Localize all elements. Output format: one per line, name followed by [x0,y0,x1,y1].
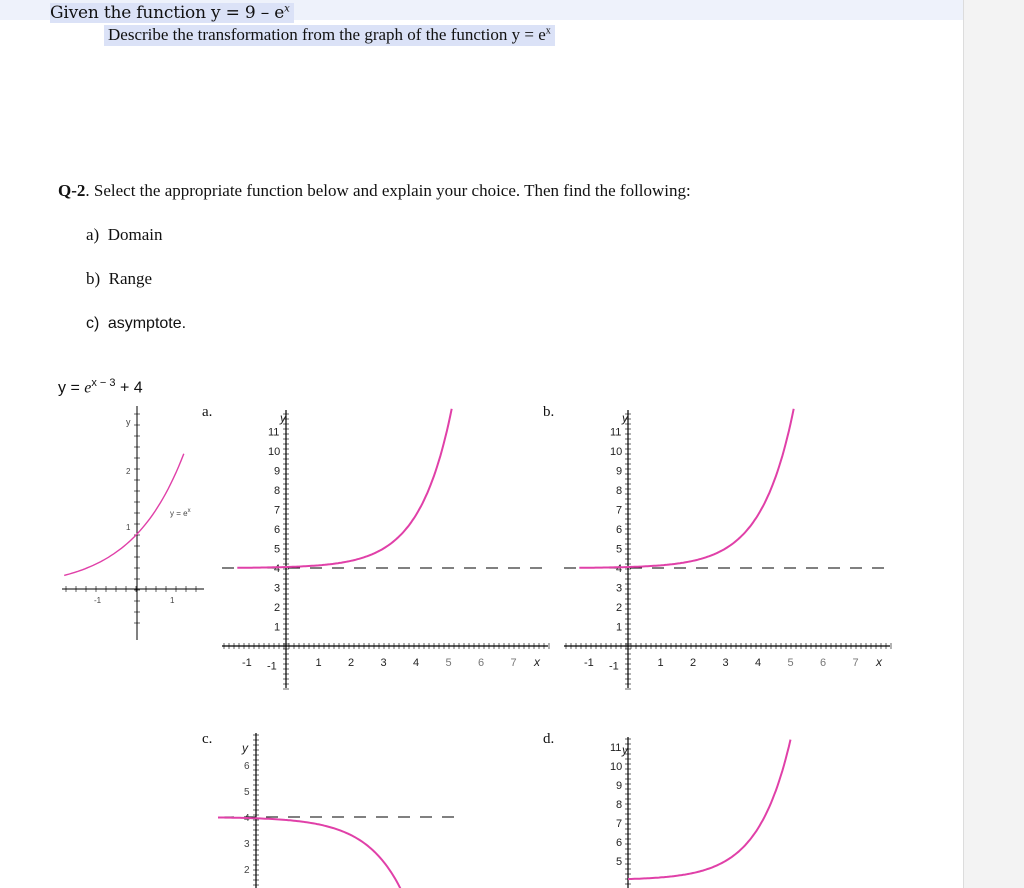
x-tick-label: 5 [787,657,794,669]
y-tick-label: 11 [610,426,622,439]
x-tick-label: -1 [584,657,594,669]
x-tick-label: 1 [657,657,664,669]
given-function-line [50,3,294,23]
eq-base: e [84,379,92,397]
item-domain [86,225,163,245]
option-b-label: b. [543,404,555,420]
ref-ylabel: y [126,417,131,427]
x-tick-label: 6 [478,657,485,669]
question-2 [58,181,691,201]
item-label: asymptote. [107,315,187,332]
y-tick-label: 2 [274,602,281,614]
y-tick-label: 2 [244,865,250,876]
x-tick-label: 4 [755,657,762,669]
ref-tick-2: 2 [126,467,131,476]
y-tick-label: -1 [609,660,619,673]
y-tick-label: 2 [616,602,623,614]
item-marker: a) [86,225,100,244]
item-marker: c) [86,315,100,332]
describe-text: Describe the transformation from the graph of the function y = e [108,25,546,44]
y-tick-label: 4 [244,813,250,824]
x-tick-label: 5 [445,657,452,669]
x-tick-label: 2 [348,657,355,669]
item-label: Range [108,269,153,288]
option-c-label: c. [202,731,213,747]
x-axis-label: x [534,655,540,669]
x-tick-label: 4 [413,657,420,669]
x-tick-label: 6 [820,657,827,669]
y-tick-label: 4 [616,563,623,575]
option-a-label: a. [202,404,213,420]
y-tick-label: 3 [274,582,281,595]
question-number: Q-2 [58,181,86,200]
ref-curve-label: $y = e^x$ [170,508,191,518]
ref-tick-1: 1 [126,523,131,532]
y-tick-label: 5 [274,543,281,556]
x-tick-label: 1 [315,657,322,669]
y-axis-label: y [622,743,628,757]
y-tick-label: 5 [616,856,623,868]
y-tick-label: 6 [616,837,623,849]
given-text: Given the function y = 9 – e [50,3,285,23]
scrollbar[interactable] [963,0,1024,888]
item-asymptote [86,313,186,333]
y-tick-label: 10 [610,761,623,773]
y-tick-label: 8 [616,485,623,497]
graph-d[interactable] [560,725,900,888]
y-tick-label: 5 [244,787,250,798]
y-tick-label: 3 [616,582,623,595]
eq-exponent: x − 3 [91,377,116,389]
x-tick-label: -1 [242,657,252,669]
y-tick-label: 4 [274,563,281,575]
question-text: . Select the appropriate function below and explain your choice. Then find the following: [85,181,691,200]
given-equation [58,377,143,397]
y-tick-label: 8 [274,485,281,497]
y-tick-label: 10 [268,446,281,458]
y-tick-label: 1 [274,621,281,634]
describe-transformation-line [104,25,555,46]
y-tick-label: 9 [274,465,281,478]
y-axis-label: y [280,411,286,425]
y-tick-label: 7 [616,504,623,517]
given-exponent: x [284,3,290,15]
ref-tick-x1: 1 [170,596,175,605]
y-tick-label: 9 [616,780,623,792]
y-tick-label: 6 [244,761,250,772]
x-axis-label: x [876,655,882,669]
y-tick-label: 10 [610,446,623,458]
y-tick-label: 8 [616,799,623,811]
x-tick-label: 3 [722,657,729,669]
item-label: Domain [107,225,163,244]
function-curve [628,740,791,880]
y-tick-label: 1 [616,621,623,634]
item-range [86,269,152,289]
y-tick-label: 11 [610,742,622,754]
y-tick-label: 6 [274,524,281,536]
y-tick-label: 7 [616,818,623,830]
reference-graph [60,404,208,644]
y-tick-label: 11 [268,426,280,439]
y-axis-label: y [622,411,628,425]
describe-exponent: x [545,25,551,37]
x-tick-label: 2 [690,657,697,669]
y-tick-label: 7 [274,504,281,517]
option-d-label: d. [543,731,555,747]
eq-prefix: y = [58,379,85,397]
ref-curve [64,454,184,576]
y-tick-label: 9 [616,465,623,478]
eq-suffix: + 4 [115,379,143,397]
ref-tick-neg1: -1 [94,596,102,605]
graph-b[interactable] [560,400,900,695]
graph-c[interactable] [218,725,558,888]
y-tick-label: 5 [616,543,623,556]
item-marker: b) [86,269,101,288]
y-axis-label: y [242,741,248,755]
graph-a[interactable] [218,400,558,695]
x-tick-label: 7 [510,657,517,669]
x-tick-label: 3 [380,657,387,669]
y-tick-label: -1 [267,660,277,673]
x-tick-label: 7 [852,657,859,669]
y-tick-label: 6 [616,524,623,536]
function-curve [218,817,402,888]
ref-ticks [66,414,196,623]
y-tick-label: 3 [244,839,250,850]
